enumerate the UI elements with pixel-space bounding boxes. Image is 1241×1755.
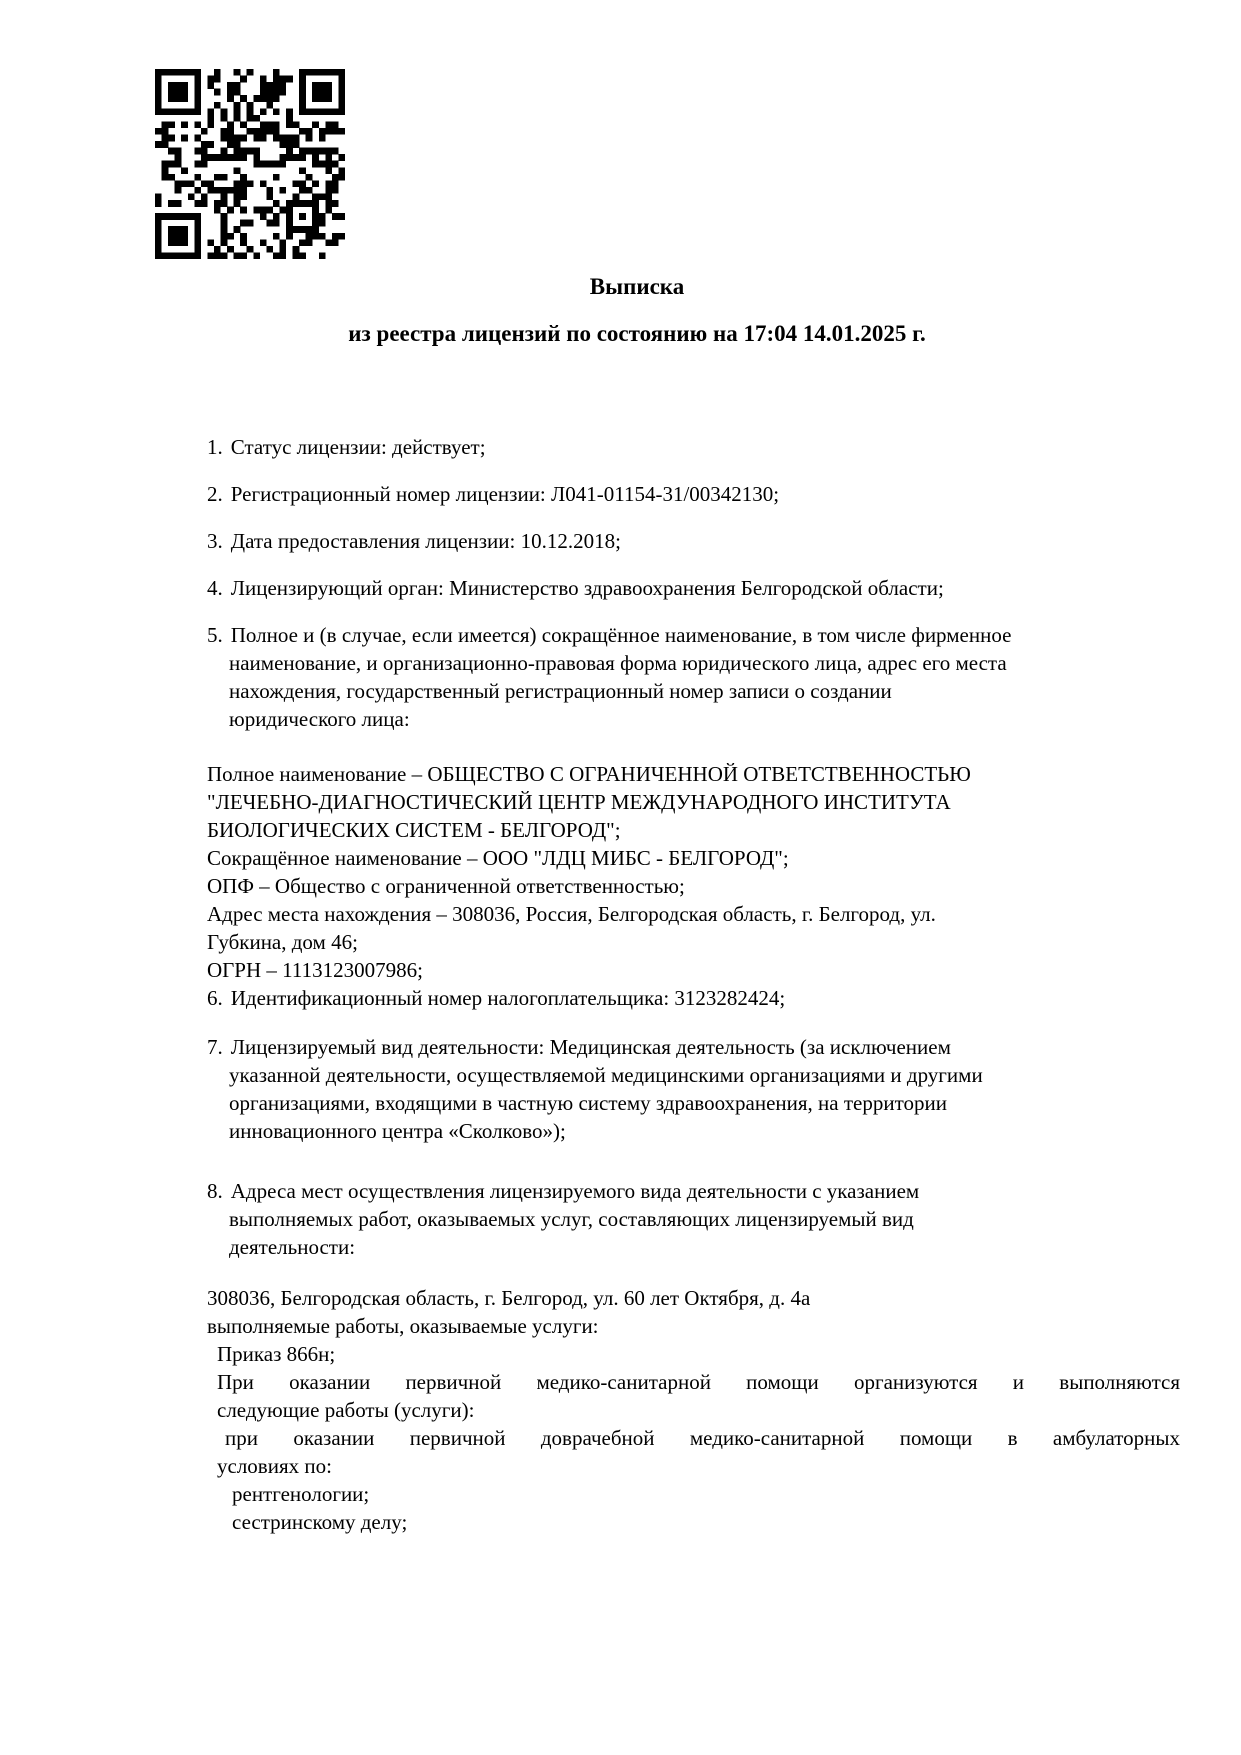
item-text: наименование, и организационно-правовая форма юридического лица, адрес его места <box>229 651 1007 675</box>
service-radiology: рентгенологии; <box>232 1482 370 1506</box>
item-number: 1. <box>207 435 223 459</box>
activity-address: 308036, Белгородская область, г. Белгород, ул. 60 лет Октября, д. 4а <box>207 1286 811 1310</box>
works-services-header: выполняемые работы, оказываемые услуги: <box>207 1314 599 1338</box>
legal-entity-full-name: БИОЛОГИЧЕСКИХ СИСТЕМ - БЕЛГОРОД"; <box>207 818 621 842</box>
item-number: 3. <box>207 529 223 553</box>
item-text: организациями, входящими в частную систему здравоохранения, на территории <box>229 1091 947 1115</box>
item-text: Статус лицензии: действует; <box>230 435 486 459</box>
item-text: Дата предоставления лицензии: 10.12.2018; <box>230 529 621 553</box>
legal-entity-block <box>207 760 1180 984</box>
item-text: Адреса мест осуществления лицензируемого вида деятельности с указанием <box>230 1179 920 1203</box>
list-item-status <box>207 433 1180 461</box>
document-subtitle: из реестра лицензий по состоянию на 17:04 14.01.2025 г. <box>348 321 926 346</box>
title-block <box>207 273 1067 348</box>
legal-entity-full-name: Полное наименование – ОБЩЕСТВО С ОГРАНИЧЕННОЙ ОТВЕТСТВЕННОСТЬЮ <box>207 762 971 786</box>
item-text: юридического лица: <box>229 707 410 731</box>
legal-entity-ogrn: ОГРН – 1113123007986; <box>207 958 423 982</box>
service-nursing: сестринскому делу; <box>232 1510 408 1534</box>
list-item-inn <box>207 984 1180 1012</box>
item-text: Идентификационный номер налогоплательщика: 3123282424; <box>230 986 786 1010</box>
legal-entity-address: Адрес места нахождения – 308036, Россия, Белгородская область, г. Белгород, ул. <box>207 902 936 926</box>
primary-care-works-line: следующие работы (услуги): <box>217 1398 475 1422</box>
item-text: выполняемых работ, оказываемых услуг, составляющих лицензируемый вид <box>229 1207 914 1231</box>
item-text: Лицензируемый вид деятельности: Медицинская деятельность (за исключением <box>230 1035 951 1059</box>
item-text: инновационного центра «Сколково»); <box>229 1119 566 1143</box>
document-content <box>207 273 1180 1536</box>
qr-code <box>155 69 345 259</box>
prehospital-care-line: при оказании первичной доврачебной медико-санитарной помощи в амбулаторных <box>225 1426 1180 1450</box>
list-item-licensing-authority <box>207 574 1180 602</box>
legal-entity-opf: ОПФ – Общество с ограниченной ответственностью; <box>207 874 685 898</box>
activity-address-block <box>207 1284 1180 1536</box>
item-number: 6. <box>207 986 223 1010</box>
item-text: указанной деятельности, осуществляемой медицинскими организациями и другими <box>229 1063 983 1087</box>
legal-entity-full-name: "ЛЕЧЕБНО-ДИАГНОСТИЧЕСКИЙ ЦЕНТР МЕЖДУНАРОДНОГО ИНСТИТУТА <box>207 790 951 814</box>
legal-entity-short-name: Сокращённое наименование – ООО "ЛДЦ МИБС - БЕЛГОРОД"; <box>207 846 789 870</box>
document-title: Выписка <box>589 274 685 299</box>
list-item-activity-addresses <box>207 1177 1180 1261</box>
item-number: 8. <box>207 1179 223 1203</box>
item-number: 7. <box>207 1035 223 1059</box>
item-number: 5. <box>207 623 223 647</box>
item-number: 4. <box>207 576 223 600</box>
primary-care-works-line: При оказании первичной медико-санитарной помощи организуются и выполняются <box>217 1370 1180 1394</box>
list-item-entity-name <box>207 621 1180 733</box>
list-item-reg-number <box>207 480 1180 508</box>
item-text: деятельности: <box>229 1235 356 1259</box>
list-item-grant-date <box>207 527 1180 555</box>
legal-entity-address: Губкина, дом 46; <box>207 930 358 954</box>
item-text: Регистрационный номер лицензии: Л041-01154-31/00342130; <box>230 482 780 506</box>
item-number: 2. <box>207 482 223 506</box>
order-866n: Приказ 866н; <box>217 1342 336 1366</box>
item-text: нахождения, государственный регистрационный номер записи о создании <box>229 679 892 703</box>
item-text: Полное и (в случае, если имеется) сокращённое наименование, в том числе фирменное <box>230 623 1012 647</box>
list-item-activity-type <box>207 1033 1180 1145</box>
prehospital-care-line: условиях по: <box>217 1454 332 1478</box>
item-text: Лицензирующий орган: Министерство здравоохранения Белгородской области; <box>230 576 944 600</box>
